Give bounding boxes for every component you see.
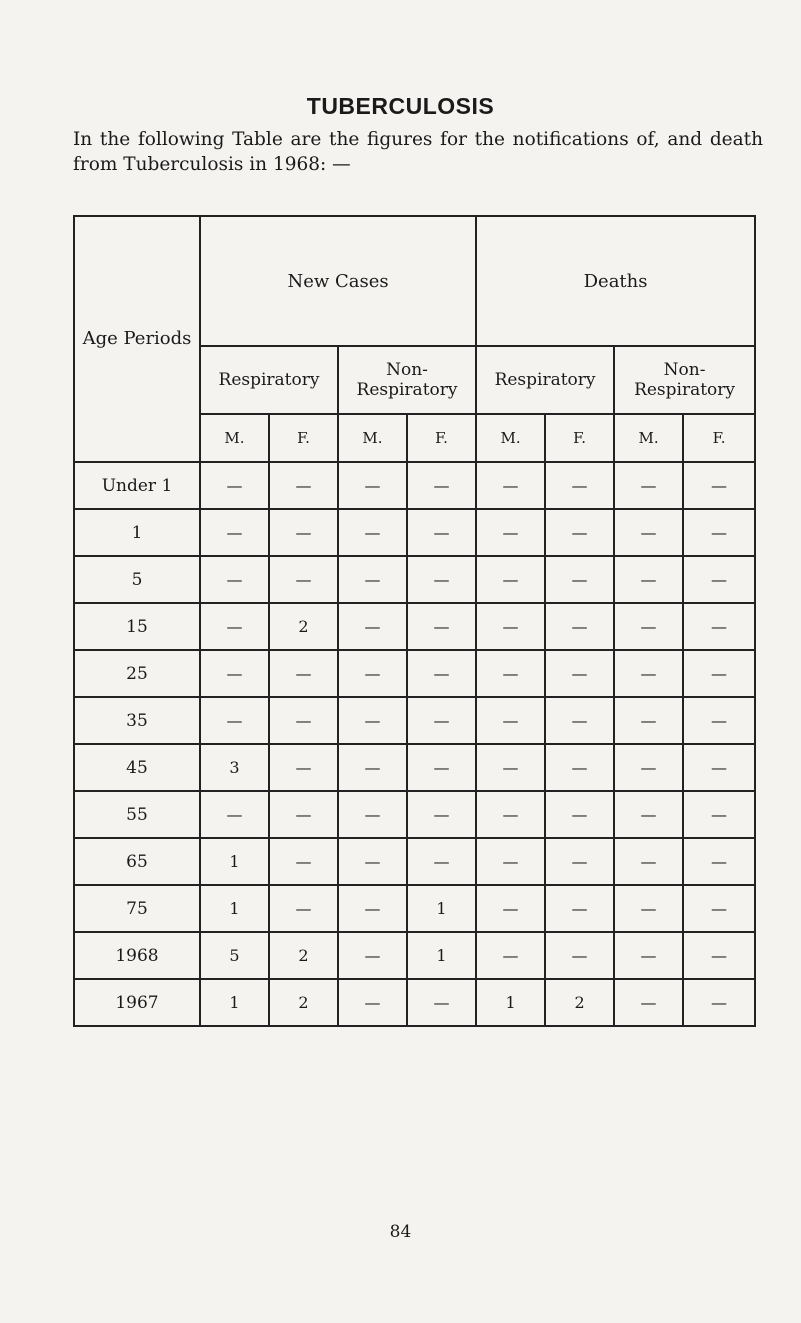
- value-cell: —: [200, 556, 269, 603]
- sex-header: M.: [200, 414, 269, 462]
- value-cell: —: [476, 932, 545, 979]
- value-cell: —: [614, 932, 683, 979]
- value-cell: —: [545, 650, 614, 697]
- value-cell: —: [407, 556, 476, 603]
- value-cell: —: [338, 791, 407, 838]
- value-cell: 1: [200, 838, 269, 885]
- new-respiratory-header: Respiratory: [200, 346, 338, 414]
- value-cell: —: [614, 979, 683, 1026]
- value-cell: —: [545, 697, 614, 744]
- value-cell: —: [614, 697, 683, 744]
- value-cell: —: [545, 932, 614, 979]
- value-cell: —: [683, 556, 755, 603]
- value-cell: —: [338, 979, 407, 1026]
- value-cell: —: [545, 885, 614, 932]
- tuberculosis-table: [73, 215, 756, 1027]
- value-cell: —: [269, 885, 338, 932]
- value-cell: —: [338, 556, 407, 603]
- value-cell: —: [200, 509, 269, 556]
- value-cell: —: [545, 603, 614, 650]
- value-cell: —: [269, 650, 338, 697]
- value-cell: —: [614, 744, 683, 791]
- age-period-cell: 45: [74, 744, 200, 791]
- value-cell: —: [200, 791, 269, 838]
- value-cell: —: [338, 932, 407, 979]
- table-row: [74, 603, 755, 650]
- value-cell: —: [407, 462, 476, 509]
- value-cell: —: [683, 603, 755, 650]
- value-cell: —: [338, 744, 407, 791]
- table-row: [74, 697, 755, 744]
- sex-header: M.: [476, 414, 545, 462]
- value-cell: 2: [269, 979, 338, 1026]
- value-cell: —: [614, 650, 683, 697]
- value-cell: —: [545, 556, 614, 603]
- value-cell: —: [476, 791, 545, 838]
- value-cell: —: [407, 650, 476, 697]
- sex-header: F.: [407, 414, 476, 462]
- value-cell: —: [269, 462, 338, 509]
- table-row: [74, 509, 755, 556]
- value-cell: —: [683, 979, 755, 1026]
- sex-header: F.: [269, 414, 338, 462]
- value-cell: —: [269, 838, 338, 885]
- value-cell: —: [476, 697, 545, 744]
- value-cell: —: [683, 509, 755, 556]
- value-cell: —: [407, 603, 476, 650]
- value-cell: 5: [200, 932, 269, 979]
- value-cell: —: [338, 509, 407, 556]
- new-cases-header: New Cases: [200, 216, 476, 346]
- value-cell: —: [683, 462, 755, 509]
- value-cell: —: [545, 838, 614, 885]
- value-cell: —: [476, 650, 545, 697]
- value-cell: —: [338, 650, 407, 697]
- sex-header: F.: [683, 414, 755, 462]
- age-period-cell: 1967: [74, 979, 200, 1026]
- sex-header: M.: [338, 414, 407, 462]
- table-row: [74, 885, 755, 932]
- value-cell: —: [683, 744, 755, 791]
- value-cell: —: [269, 509, 338, 556]
- value-cell: —: [200, 697, 269, 744]
- value-cell: —: [545, 509, 614, 556]
- sex-header: M.: [614, 414, 683, 462]
- age-period-cell: 25: [74, 650, 200, 697]
- value-cell: —: [545, 744, 614, 791]
- table-row: [74, 979, 755, 1026]
- value-cell: —: [338, 603, 407, 650]
- value-cell: 2: [269, 603, 338, 650]
- value-cell: —: [683, 838, 755, 885]
- age-period-cell: 5: [74, 556, 200, 603]
- value-cell: —: [614, 556, 683, 603]
- deaths-header: Deaths: [476, 216, 755, 346]
- age-period-cell: 1: [74, 509, 200, 556]
- value-cell: —: [338, 885, 407, 932]
- value-cell: —: [476, 838, 545, 885]
- value-cell: —: [683, 932, 755, 979]
- intro-paragraph: In the following Table are the figures for the notifications of, and death from Tuberculosis in 1968: —: [73, 129, 763, 175]
- age-period-cell: 35: [74, 697, 200, 744]
- value-cell: —: [407, 744, 476, 791]
- value-cell: —: [614, 603, 683, 650]
- value-cell: —: [476, 556, 545, 603]
- value-cell: —: [338, 697, 407, 744]
- sex-header: F.: [545, 414, 614, 462]
- table-row: [74, 791, 755, 838]
- table-row: [74, 932, 755, 979]
- value-cell: —: [338, 838, 407, 885]
- value-cell: —: [614, 509, 683, 556]
- value-cell: 1: [407, 885, 476, 932]
- new-non-respiratory-header: Non-Respiratory: [338, 346, 476, 414]
- value-cell: —: [476, 509, 545, 556]
- table-body: [74, 462, 755, 1026]
- age-periods-header: Age Periods: [74, 216, 200, 462]
- table-row: [74, 744, 755, 791]
- value-cell: —: [683, 885, 755, 932]
- table-row: [74, 556, 755, 603]
- value-cell: —: [407, 838, 476, 885]
- value-cell: —: [269, 744, 338, 791]
- value-cell: —: [269, 556, 338, 603]
- value-cell: —: [407, 509, 476, 556]
- value-cell: —: [407, 697, 476, 744]
- deaths-non-respiratory-header: Non-Respiratory: [614, 346, 755, 414]
- page-title: TUBERCULOSIS: [306, 93, 495, 119]
- value-cell: —: [338, 462, 407, 509]
- age-period-cell: Under 1: [74, 462, 200, 509]
- value-cell: —: [269, 791, 338, 838]
- value-cell: —: [683, 697, 755, 744]
- age-period-cell: 1968: [74, 932, 200, 979]
- age-period-cell: 75: [74, 885, 200, 932]
- deaths-respiratory-header: Respiratory: [476, 346, 614, 414]
- value-cell: 3: [200, 744, 269, 791]
- value-cell: —: [407, 791, 476, 838]
- age-period-cell: 15: [74, 603, 200, 650]
- value-cell: —: [683, 791, 755, 838]
- value-cell: —: [200, 462, 269, 509]
- value-cell: —: [614, 838, 683, 885]
- page-number: 84: [389, 1222, 412, 1242]
- value-cell: —: [545, 462, 614, 509]
- value-cell: —: [545, 791, 614, 838]
- value-cell: —: [269, 697, 338, 744]
- value-cell: —: [476, 744, 545, 791]
- value-cell: —: [476, 885, 545, 932]
- value-cell: —: [614, 791, 683, 838]
- table-row: [74, 838, 755, 885]
- value-cell: —: [683, 650, 755, 697]
- age-period-cell: 65: [74, 838, 200, 885]
- value-cell: —: [614, 462, 683, 509]
- value-cell: 1: [200, 885, 269, 932]
- value-cell: —: [200, 603, 269, 650]
- table-row: [74, 462, 755, 509]
- value-cell: —: [476, 603, 545, 650]
- value-cell: —: [407, 979, 476, 1026]
- value-cell: —: [476, 462, 545, 509]
- value-cell: —: [614, 885, 683, 932]
- age-period-cell: 55: [74, 791, 200, 838]
- value-cell: 2: [269, 932, 338, 979]
- value-cell: 1: [476, 979, 545, 1026]
- value-cell: 1: [407, 932, 476, 979]
- value-cell: 2: [545, 979, 614, 1026]
- value-cell: 1: [200, 979, 269, 1026]
- table-row: [74, 650, 755, 697]
- value-cell: —: [200, 650, 269, 697]
